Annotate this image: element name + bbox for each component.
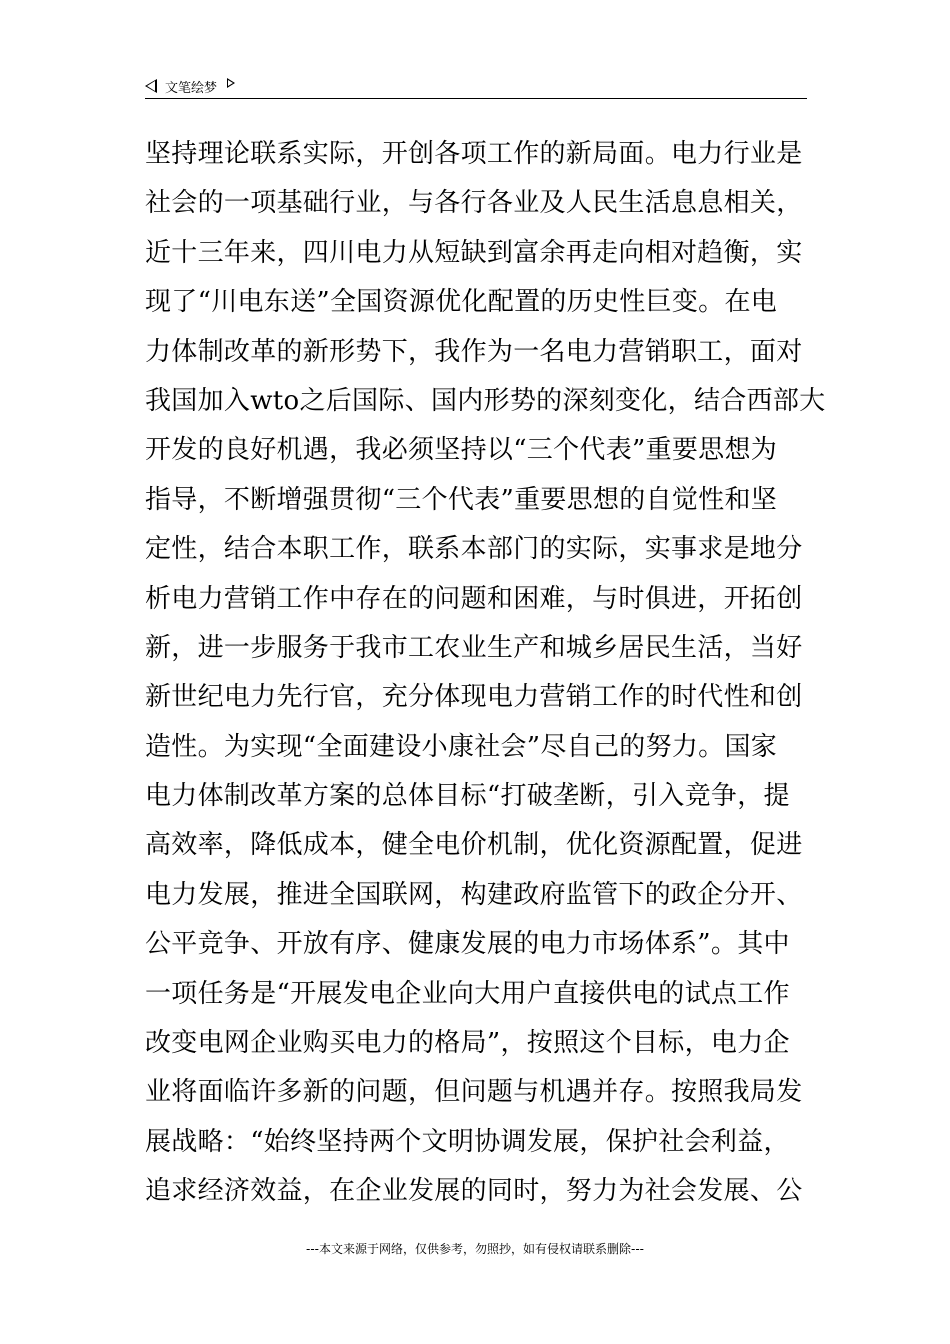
body-line: 公平竞争、开放有序、健康发展的电力市场体系”。其中 [145, 929, 790, 960]
document-body [145, 130, 826, 1217]
body-line: 展战略：“始终坚持两个文明协调发展，保护社会利益， [145, 1126, 790, 1157]
header-title: 文笔绘梦 [165, 80, 218, 96]
body-line: 指导，不断增强贯彻“三个代表”重要思想的自觉性和坚 [145, 484, 778, 515]
body-line: 析电力营销工作中存在的问题和困难，与时俱进，开拓创 [145, 583, 803, 614]
body-line: 近十三年来，四川电力从短缺到富余再走向相对趋衡，实 [145, 237, 803, 268]
body-line: 追求经济效益，在企业发展的同时，努力为社会发展、公 [145, 1176, 803, 1207]
triangle-right-icon [227, 78, 235, 88]
body-line: 电力体制改革方案的总体目标“打破垄断，引入竞争，提 [145, 781, 790, 812]
body-line: 高效率，降低成本，健全电价机制，优化资源配置，促进 [145, 830, 803, 861]
body-line: 定性，结合本职工作，联系本部门的实际，实事求是地分 [145, 534, 803, 565]
body-line: 社会的一项基础行业，与各行各业及人民生活息息相关， [145, 188, 803, 219]
body-line: 一项任务是“开展发电企业向大用户直接供电的试点工作 [145, 978, 790, 1009]
body-line: 新世纪电力先行官，充分体现电力营销工作的时代性和创 [145, 682, 803, 713]
body-line: 现了“川电东送”全国资源优化配置的历史性巨变。在电 [145, 287, 778, 318]
body-line: 改变电网企业购买电力的格局”，按照这个目标，电力企 [145, 1028, 790, 1059]
triangle-left-icon [145, 79, 157, 93]
page-header [145, 74, 807, 98]
body-line: 业将面临许多新的问题，但问题与机遇并存。按照我局发 [145, 1077, 803, 1108]
body-line: 新，进一步服务于我市工农业生产和城乡居民生活，当好 [145, 632, 803, 663]
body-line: 开发的良好机遇，我必须坚持以“三个代表”重要思想为 [145, 435, 778, 466]
body-line: 电力发展，推进全国联网，构建政府监管下的政企分开、 [145, 879, 803, 910]
header-divider [145, 98, 807, 99]
body-line: 我国加入wto之后国际、国内形势的深刻变化，结合西部大 [145, 385, 826, 416]
body-line: 造性。为实现“全面建设小康社会”尽自己的努力。国家 [145, 731, 778, 762]
body-line: 力体制改革的新形势下，我作为一名电力营销职工，面对 [145, 336, 803, 367]
body-line: 坚持理论联系实际，开创各项工作的新局面。电力行业是 [145, 139, 803, 169]
footer-note: ---本文来源于网络，仅供参考，勿照抄，如有侵权请联系删除--- [306, 1242, 644, 1256]
